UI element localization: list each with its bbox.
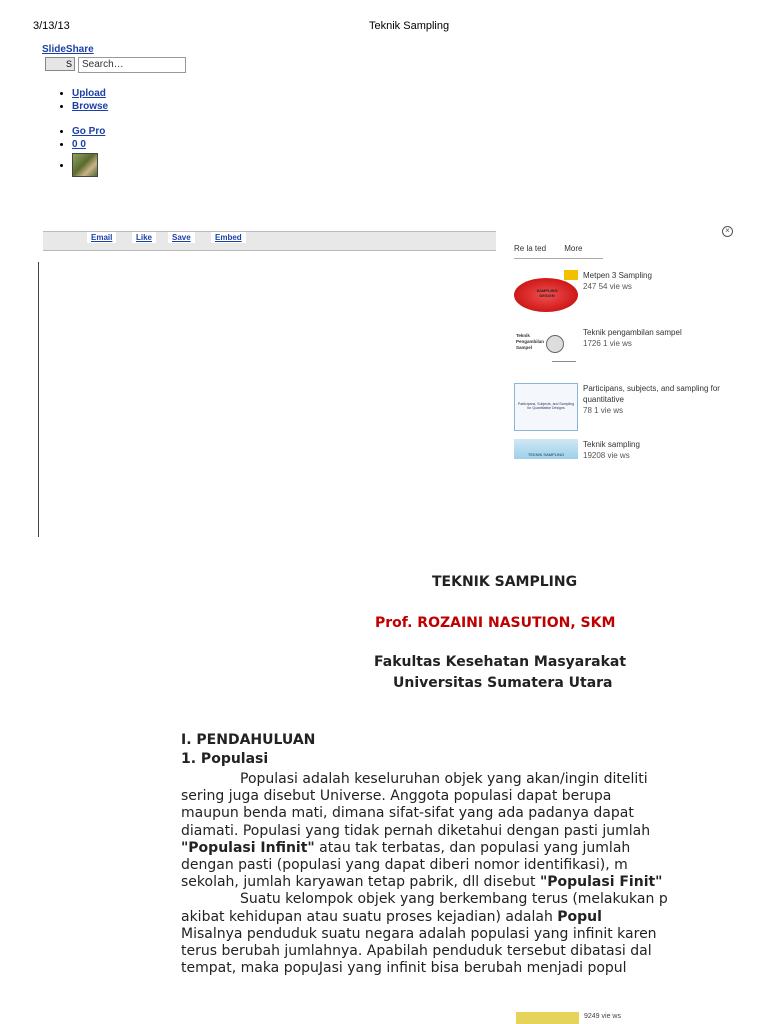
- related-thumbnail-label: TEKNIK SAMPLING: [527, 452, 565, 457]
- embed-button[interactable]: Embed: [211, 232, 246, 243]
- body-line: Suatu kelompok objek yang berkembang terus (melakukan p: [240, 891, 668, 908]
- related-views: 78 1 vie ws: [583, 406, 624, 415]
- related-thumbnail-label: Participans, Subjects, and Sampling for Quantitative Designs: [517, 402, 575, 410]
- document-university: Universitas Sumatera Utara: [393, 675, 613, 691]
- related-thumbnail-label: Teknik Pengambilan Sampel: [516, 333, 545, 350]
- related-thumbnail[interactable]: [514, 327, 578, 375]
- slideshare-logo-link[interactable]: SlideShare: [42, 44, 94, 55]
- document-body: [181, 771, 768, 977]
- player-toolbar: [43, 231, 496, 251]
- related-title[interactable]: Teknik pengambilan sampel: [583, 328, 682, 337]
- related-views: 247 54 vie ws: [583, 282, 632, 291]
- avatar[interactable]: [72, 153, 98, 177]
- document-title: TEKNIK SAMPLING: [432, 574, 578, 590]
- tab-more[interactable]: More: [564, 244, 583, 253]
- nav-list-primary: [44, 87, 108, 113]
- tab-related[interactable]: Re la ted: [514, 244, 547, 253]
- like-button[interactable]: Like: [132, 232, 156, 243]
- related-thumbnail-label: SAMPLING DESIGN: [536, 288, 558, 298]
- related-views: 1726 1 vie ws: [583, 339, 632, 348]
- bold-term: "Populasi Finit": [539, 874, 663, 891]
- print-date: 3/13/13: [33, 20, 70, 32]
- browse-link[interactable]: Browse: [72, 101, 109, 112]
- related-thumbnail[interactable]: [516, 1012, 579, 1024]
- bold-term: "Populasi Infinit": [181, 839, 315, 856]
- related-thumbnail[interactable]: [514, 383, 578, 431]
- body-line: terus berubah jumlahnya. Apabilah penduduk tersebut dibatasi dal: [181, 943, 652, 960]
- body-line: sering juga disebut Universe. Anggota populasi dapat berupa: [181, 788, 612, 805]
- email-button[interactable]: Email: [87, 232, 116, 243]
- related-views: 19208 vie ws: [583, 451, 630, 460]
- body-line-rich: akibat kehidupan atau suatu proses kejadian) adalah Popul: [181, 908, 602, 925]
- related-title[interactable]: Metpen 3 Sampling: [583, 271, 652, 280]
- nav-list-secondary: [44, 125, 105, 177]
- document-faculty: Fakultas Kesehatan Masyarakat: [374, 654, 627, 670]
- section-heading: I. PENDAHULUAN: [181, 732, 316, 748]
- save-button[interactable]: Save: [168, 232, 195, 243]
- bold-term: Popul: [557, 908, 602, 925]
- related-title[interactable]: Participans, subjects, and sampling for quantitative: [583, 384, 720, 404]
- search-input[interactable]: Search…: [78, 57, 186, 73]
- upload-link[interactable]: Upload: [72, 88, 106, 99]
- body-line: Populasi adalah keseluruhan objek yang akan/ingin diteliti: [240, 771, 648, 787]
- body-line: tempat, maka popuJasi yang infinit bisa berubah menjadi popul: [181, 960, 627, 977]
- related-title[interactable]: Teknik sampling: [583, 440, 640, 449]
- body-line-rich: "Populasi Infinit" atau tak terbatas, dan populasi yang jumlah: [181, 839, 631, 856]
- print-title: Teknik Sampling: [369, 20, 450, 32]
- body-line: diamati. Populasi yang tidak pernah diketahui dengan pasti jumlah: [181, 822, 651, 839]
- go-pro-link[interactable]: Go Pro: [72, 126, 106, 137]
- search-bar: [45, 57, 186, 73]
- related-tabs: [514, 244, 604, 256]
- related-views: 9249 vie ws: [584, 1013, 621, 1020]
- related-tabs-divider: [514, 258, 603, 259]
- body-line: maupun benda mati, dimana sifat-sifat yang ada padanya dapat: [181, 805, 634, 822]
- related-thumbnail[interactable]: [514, 439, 578, 459]
- close-icon[interactable]: ×: [722, 226, 733, 237]
- document-author: Prof. ROZAINI NASUTION, SKM: [375, 615, 616, 631]
- body-line-rich: sekolah, jumlah karyawan tetap pabrik, dll disebut "Populasi Finit": [181, 874, 663, 891]
- body-line: dengan pasti (populasi yang dapat diberi nomor identifikasi), m: [181, 857, 628, 874]
- subsection-heading: 1. Populasi: [181, 751, 269, 767]
- body-line: Misalnya penduduk suatu negara adalah populasi yang infinit karen: [181, 925, 657, 942]
- related-thumbnail[interactable]: [514, 270, 578, 318]
- player-frame-border: [38, 262, 39, 537]
- notifications-link[interactable]: 0 0: [72, 139, 86, 150]
- search-button[interactable]: S: [45, 57, 75, 71]
